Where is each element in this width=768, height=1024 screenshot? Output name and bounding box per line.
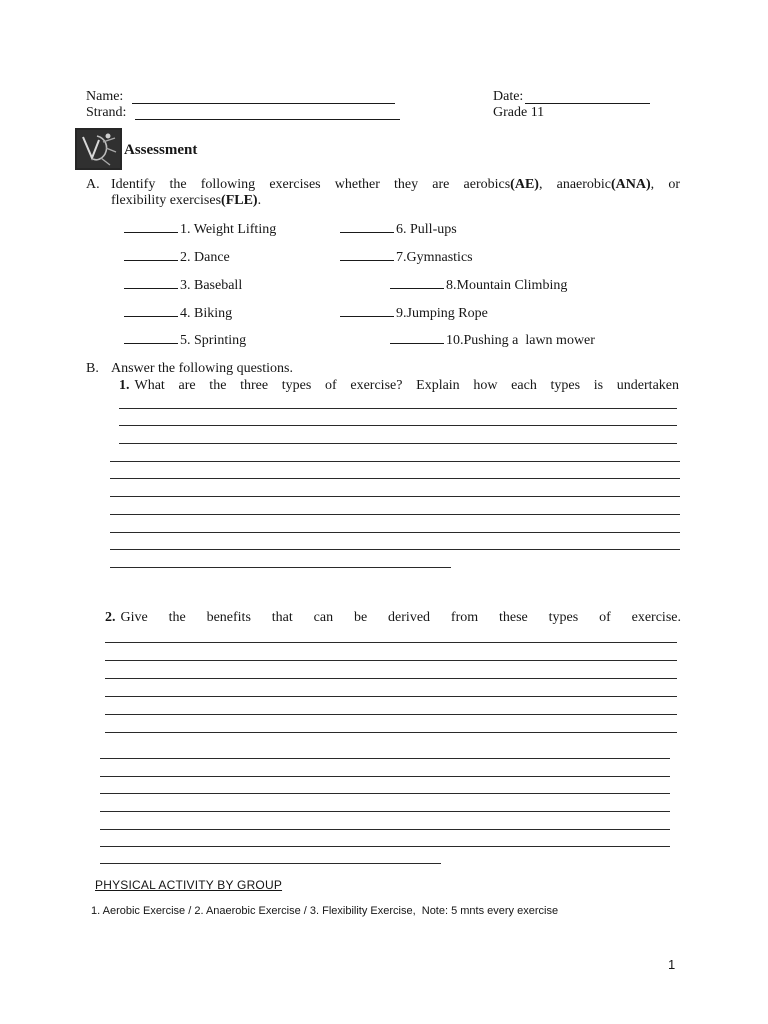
exercise-item-1 bbox=[124, 221, 276, 239]
exercise-label: 7.Gymnastics bbox=[396, 250, 473, 265]
question-1 bbox=[119, 377, 679, 395]
group-activity-details: 1. Aerobic Exercise / 2. Anaerobic Exercise / 3. Flexibility Exercise, Note: 5 mnts every exercise bbox=[91, 905, 559, 917]
instruction-text: Identify the following exercises whether they are aerobics bbox=[111, 177, 511, 192]
answer-line bbox=[110, 532, 680, 533]
answer-blank bbox=[390, 278, 444, 289]
exercise-label: 5. Sprinting bbox=[180, 333, 247, 348]
answer-line bbox=[105, 642, 677, 643]
question-2 bbox=[105, 609, 681, 627]
exercise-item-6 bbox=[340, 221, 457, 239]
exercise-label: 3. Baseball bbox=[180, 278, 243, 293]
answer-blank bbox=[340, 250, 394, 261]
group-activity-heading: PHYSICAL ACTIVITY BY GROUP bbox=[95, 878, 283, 892]
instruction-code-ana: (ANA) bbox=[611, 177, 651, 192]
question-text: Give the benefits that can be derived from these types of exercise. bbox=[120, 610, 681, 625]
question-number: 2. bbox=[105, 610, 116, 625]
answer-line bbox=[105, 696, 677, 697]
answer-line bbox=[119, 425, 677, 426]
section-b-instruction: Answer the following questions. bbox=[111, 361, 293, 376]
answer-line bbox=[110, 461, 680, 462]
answer-line bbox=[105, 678, 677, 679]
exercise-item-9 bbox=[340, 305, 488, 323]
answer-line bbox=[110, 567, 451, 568]
question-text: What are the three types of exercise? Explain how each types is undertaken bbox=[134, 378, 679, 393]
answer-line bbox=[100, 863, 441, 864]
answer-blank bbox=[124, 306, 178, 317]
exercise-label: 8.Mountain Climbing bbox=[446, 278, 568, 293]
answer-blank bbox=[124, 333, 178, 344]
answer-blank bbox=[340, 306, 394, 317]
answer-blank bbox=[124, 222, 178, 233]
assessment-icon bbox=[75, 128, 122, 170]
exercise-item-8 bbox=[390, 277, 567, 295]
section-a-instruction-line2 bbox=[111, 192, 261, 210]
exercise-item-5 bbox=[124, 332, 246, 350]
page-number: 1 bbox=[668, 957, 676, 972]
exercise-label: 10.Pushing a lawn mower bbox=[446, 333, 595, 348]
answer-line bbox=[110, 549, 680, 550]
section-a-letter: A. bbox=[86, 177, 100, 192]
exercise-item-2 bbox=[124, 249, 230, 267]
answer-blank bbox=[390, 333, 444, 344]
name-label: Name: bbox=[86, 89, 124, 104]
instruction-text: flexibility exercises bbox=[111, 193, 222, 208]
exercise-label: 4. Biking bbox=[180, 306, 233, 321]
answer-line bbox=[100, 758, 670, 759]
instruction-code-fle: (FLE) bbox=[221, 193, 258, 208]
exercise-item-7 bbox=[340, 249, 473, 267]
instruction-text: , anaerobic bbox=[538, 177, 612, 192]
section-b-letter: B. bbox=[86, 361, 99, 376]
strand-label: Strand: bbox=[86, 105, 127, 120]
instruction-code-ae: (AE) bbox=[510, 177, 539, 192]
answer-blank bbox=[124, 278, 178, 289]
assessment-title: Assessment bbox=[124, 142, 198, 158]
answer-line bbox=[100, 829, 670, 830]
instruction-text: , or bbox=[650, 177, 680, 192]
exercise-label: 6. Pull-ups bbox=[396, 222, 457, 237]
exercise-label: 2. Dance bbox=[180, 250, 230, 265]
answer-line bbox=[110, 496, 680, 497]
date-label: Date: bbox=[493, 89, 524, 104]
answer-line bbox=[105, 660, 677, 661]
name-blank bbox=[132, 103, 395, 104]
grade-label: Grade 11 bbox=[493, 105, 545, 120]
answer-blank bbox=[124, 250, 178, 261]
answer-line bbox=[105, 714, 677, 715]
exercise-label: 9.Jumping Rope bbox=[396, 306, 488, 321]
answer-line bbox=[119, 408, 677, 409]
instruction-text: . bbox=[257, 193, 262, 208]
question-number: 1. bbox=[119, 378, 130, 393]
answer-line bbox=[105, 732, 677, 733]
answer-line bbox=[110, 514, 680, 515]
answer-line bbox=[119, 443, 677, 444]
exercise-label: 1. Weight Lifting bbox=[180, 222, 277, 237]
answer-line bbox=[100, 793, 670, 794]
answer-blank bbox=[340, 222, 394, 233]
strand-blank bbox=[135, 119, 400, 120]
answer-line bbox=[100, 811, 670, 812]
answer-line bbox=[100, 776, 670, 777]
exercise-item-3 bbox=[124, 277, 242, 295]
exercise-item-10 bbox=[390, 332, 595, 350]
answer-line bbox=[100, 846, 670, 847]
exercise-item-4 bbox=[124, 305, 232, 323]
answer-line bbox=[110, 478, 680, 479]
